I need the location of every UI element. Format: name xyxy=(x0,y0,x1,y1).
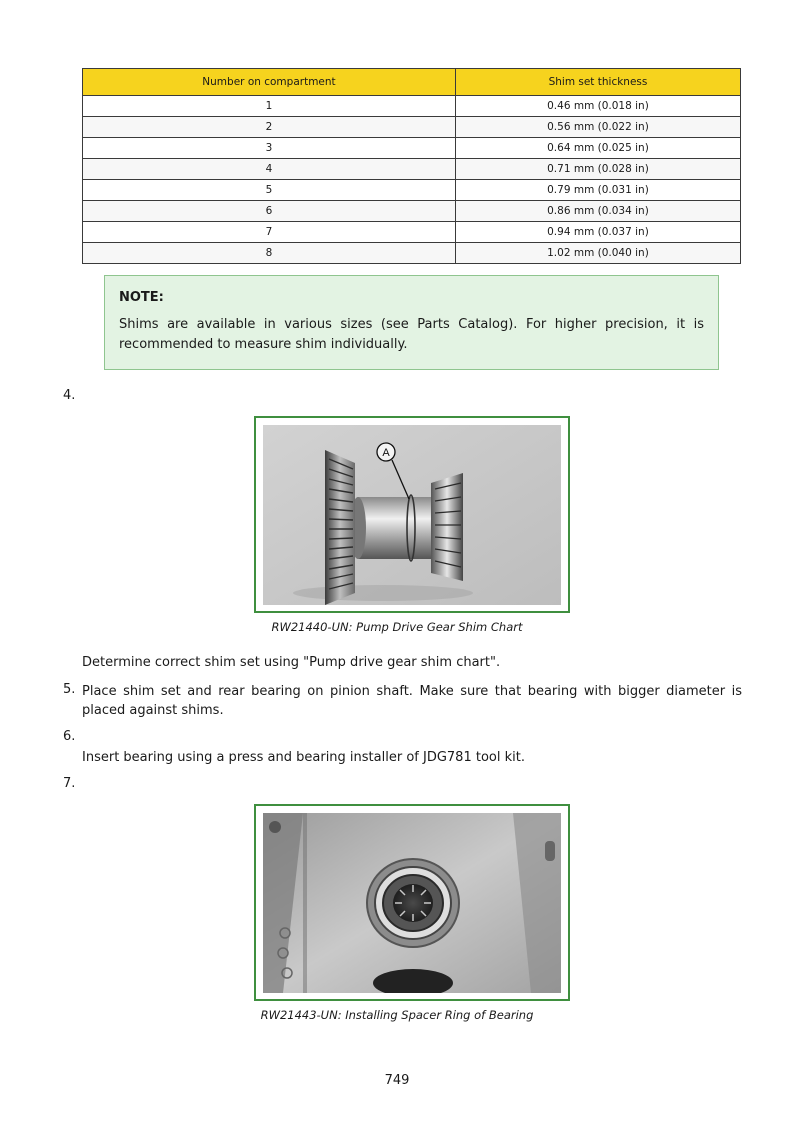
step-6-number: 6. xyxy=(63,729,76,744)
cell-thickness: 1.02 mm (0.040 in) xyxy=(455,243,740,264)
table-row xyxy=(83,138,741,159)
figure-bearing-spacer-ring xyxy=(254,804,570,1001)
table-row xyxy=(83,159,741,180)
column-header-compartment: Number on compartment xyxy=(83,69,456,96)
housing-illustration xyxy=(263,813,561,993)
cell-thickness: 0.56 mm (0.022 in) xyxy=(455,117,740,138)
housing-photo xyxy=(263,813,561,993)
table-row xyxy=(83,117,741,138)
step-4-number: 4. xyxy=(63,388,76,403)
cell-thickness: 0.64 mm (0.025 in) xyxy=(455,138,740,159)
column-header-thickness: Shim set thickness xyxy=(455,69,740,96)
cell-compartment: 7 xyxy=(83,222,456,243)
step-5-number: 5. xyxy=(63,682,76,697)
cell-thickness: 0.71 mm (0.028 in) xyxy=(455,159,740,180)
cell-compartment: 2 xyxy=(83,117,456,138)
shim-thickness-table xyxy=(82,68,741,264)
page-number: 749 xyxy=(384,1073,410,1088)
cell-compartment: 6 xyxy=(83,201,456,222)
table-row xyxy=(83,222,741,243)
callout-a-label: A xyxy=(382,447,390,459)
step-5-text: Place shim set and rear bearing on pinion shaft. Make sure that bearing with bigger diameter is placed against shims. xyxy=(82,684,742,718)
figure-2-caption: RW21443-UN: Installing Spacer Ring of Bearing xyxy=(260,1008,534,1022)
figure-pump-drive-gear xyxy=(254,416,570,613)
table-row xyxy=(83,243,741,264)
cell-compartment: 5 xyxy=(83,180,456,201)
step-7-number: 7. xyxy=(63,776,76,791)
step-6-text: Insert bearing using a press and bearing installer of JDG781 tool kit. xyxy=(82,750,525,765)
cell-compartment: 1 xyxy=(83,96,456,117)
note-title: NOTE: xyxy=(119,290,164,305)
note-body: Shims are available in various sizes (see Parts Catalog). For higher precision, it is recommended to measure shim individually. xyxy=(119,317,704,352)
cell-thickness: 0.86 mm (0.034 in) xyxy=(455,201,740,222)
table-row xyxy=(83,180,741,201)
figure-1-caption: RW21440-UN: Pump Drive Gear Shim Chart xyxy=(271,620,523,634)
cell-thickness: 0.46 mm (0.018 in) xyxy=(455,96,740,117)
table-row xyxy=(83,96,741,117)
gear-illustration xyxy=(263,425,561,605)
cell-thickness: 0.94 mm (0.037 in) xyxy=(455,222,740,243)
gear-photo xyxy=(263,425,561,605)
cell-compartment: 3 xyxy=(83,138,456,159)
cell-compartment: 8 xyxy=(83,243,456,264)
table-row xyxy=(83,201,741,222)
table-header-row xyxy=(83,69,741,96)
step-4-text: Determine correct shim set using "Pump drive gear shim chart". xyxy=(82,655,501,670)
cell-thickness: 0.79 mm (0.031 in) xyxy=(455,180,740,201)
cell-compartment: 4 xyxy=(83,159,456,180)
note-box xyxy=(104,275,719,370)
